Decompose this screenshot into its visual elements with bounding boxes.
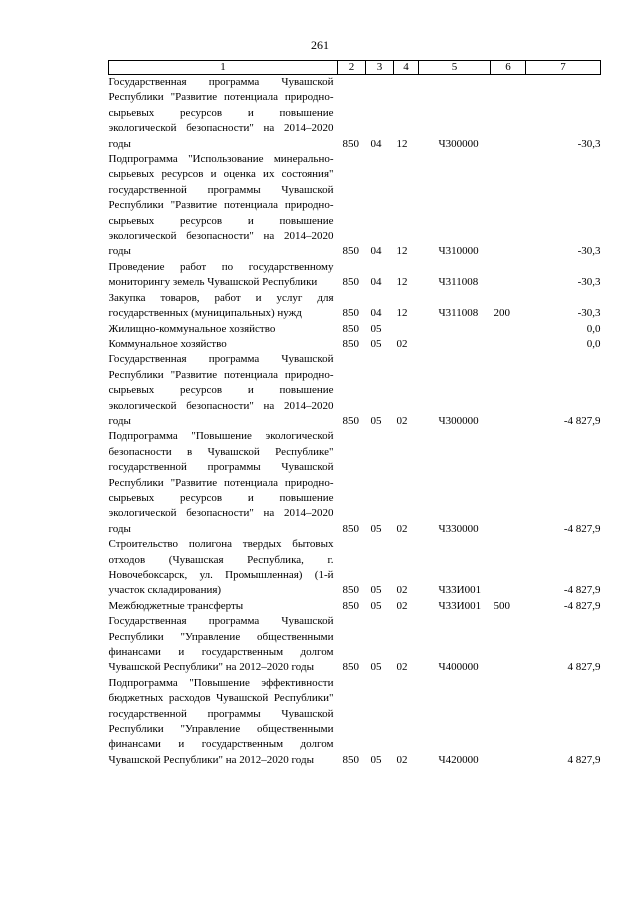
row-vr [491, 260, 526, 291]
header-col-7: 7 [526, 61, 601, 75]
row-cs: Ч310000 [438, 245, 479, 258]
row-pr [394, 322, 419, 337]
table-row [109, 322, 601, 337]
row-sum: -4 827,9 [563, 584, 601, 597]
row-name: Коммунальное хозяйство [108, 337, 227, 350]
row-rz: 05 [370, 414, 382, 427]
page-number: 261 [311, 38, 329, 52]
row-sum: -4 827,9 [563, 599, 601, 612]
row-vr [491, 537, 526, 599]
table-row [109, 352, 601, 429]
row-vr [491, 152, 526, 260]
row-gr: 850 [342, 599, 359, 612]
row-gr: 850 [342, 753, 359, 766]
row-rz: 04 [370, 276, 382, 289]
row-name: Закупка товаров, работ и услуг для государственных (муниципальных) нужд [108, 291, 334, 320]
row-sum: -4 827,9 [563, 414, 601, 427]
header-col-6: 6 [491, 61, 526, 75]
row-name: Межбюджетные трансферты [108, 599, 244, 612]
table-row [109, 337, 601, 352]
row-vr [491, 352, 526, 429]
row-gr: 850 [342, 337, 359, 350]
row-vr [491, 337, 526, 352]
row-gr: 850 [342, 245, 359, 258]
row-gr: 850 [342, 661, 359, 674]
row-pr: 02 [396, 753, 408, 766]
row-pr: 12 [396, 137, 408, 150]
table-row [109, 152, 601, 260]
row-pr: 02 [396, 584, 408, 597]
header-col-3: 3 [366, 61, 394, 75]
row-sum: -30,3 [577, 276, 601, 289]
row-vr: 200 [493, 307, 510, 320]
row-cs: Ч33И001 [438, 599, 482, 612]
row-sum: 4 827,9 [567, 753, 601, 766]
table-row [109, 599, 601, 614]
row-vr [491, 322, 526, 337]
row-sum: 0,0 [586, 322, 601, 335]
row-cs [419, 337, 491, 352]
table-row [109, 537, 601, 599]
row-cs: Ч311008 [438, 276, 479, 289]
header-row [109, 61, 601, 75]
row-cs [419, 322, 491, 337]
row-name: Государственная программа Чувашской Республики "Развитие потенциала природно-сырьевых ресурсов и повышение экологической безопасности" на 2014–2020 годы [108, 76, 334, 150]
row-sum: -30,3 [577, 307, 601, 320]
row-rz: 05 [370, 584, 382, 597]
row-sum: 0,0 [586, 337, 601, 350]
row-cs: Ч300000 [438, 137, 479, 150]
row-name: Государственная программа Чувашской Республики "Развитие потенциала природно-сырьевых ресурсов и повышение экологической безопасности" на 2014–2020 годы [108, 353, 334, 427]
row-pr: 02 [396, 599, 408, 612]
row-rz: 04 [370, 245, 382, 258]
row-cs: Ч420000 [438, 753, 479, 766]
table-row [109, 676, 601, 768]
header-col-4: 4 [394, 61, 419, 75]
row-cs: Ч400000 [438, 661, 479, 674]
row-sum: -30,3 [577, 245, 601, 258]
row-cs: Ч311008 [438, 307, 479, 320]
row-gr: 850 [342, 322, 359, 335]
row-rz: 05 [370, 337, 382, 350]
row-gr: 850 [342, 276, 359, 289]
row-pr: 12 [396, 245, 408, 258]
row-rz: 05 [370, 753, 382, 766]
row-rz: 04 [370, 137, 382, 150]
row-name: Проведение работ по государственному мониторингу земель Чувашской Республики [108, 260, 334, 289]
row-vr [491, 676, 526, 768]
row-vr [491, 429, 526, 537]
table-row [109, 614, 601, 676]
row-pr: 02 [396, 337, 408, 350]
row-name: Подпрограмма "Использование минерально-сырьевых ресурсов и оценка их состояния" государственной программы Чувашской Республики "Развитие потенциала природно-сырьевых ресурсов и повышение экологической безопасности" на 2014–2020 годы [108, 153, 334, 258]
table-row [109, 75, 601, 153]
header-col-2: 2 [338, 61, 366, 75]
table-row [109, 260, 601, 291]
row-pr: 02 [396, 661, 408, 674]
row-rz: 05 [370, 599, 382, 612]
row-cs: Ч330000 [438, 522, 479, 535]
budget-table [108, 60, 601, 768]
row-gr: 850 [342, 307, 359, 320]
row-sum: 4 827,9 [567, 661, 601, 674]
row-vr: 500 [493, 599, 510, 612]
row-name: Подпрограмма "Повышение эффективности бюджетных расходов Чувашской Республики" государственной программы Чувашской Республики "Управление общественными финансами и государственным долгом Чувашской Республики" на 2012–2020 годы [108, 676, 334, 766]
row-rz: 04 [370, 307, 382, 320]
row-pr: 12 [396, 276, 408, 289]
row-name: Государственная программа Чувашской Республики "Управление общественными финансами и государственным долгом Чувашской Республики" на 2012–2020 годы [108, 615, 334, 674]
header-col-1: 1 [109, 61, 338, 75]
header-col-5: 5 [419, 61, 491, 75]
table-row [109, 429, 601, 537]
row-vr [491, 75, 526, 153]
row-vr [491, 614, 526, 676]
row-pr: 12 [396, 307, 408, 320]
row-name: Жилищно-коммунальное хозяйство [108, 322, 276, 335]
table-row [109, 291, 601, 322]
row-pr: 02 [396, 522, 408, 535]
row-pr: 02 [396, 414, 408, 427]
row-cs: Ч33И001 [438, 584, 482, 597]
row-cs: Ч300000 [438, 414, 479, 427]
row-gr: 850 [342, 137, 359, 150]
row-sum: -30,3 [577, 137, 601, 150]
row-sum: -4 827,9 [563, 522, 601, 535]
row-rz: 05 [370, 322, 382, 335]
row-gr: 850 [342, 414, 359, 427]
row-name: Строительство полигона твердых бытовых отходов (Чувашская Республика, г. Новочебоксарск, ул. Промышленная) (1-й участок складирования) [108, 538, 334, 597]
row-gr: 850 [342, 522, 359, 535]
row-name: Подпрограмма "Повышение экологической безопасности в Чувашской Республике" государственной программы Чувашской Республики "Развитие потенциала природно-сырьевых ресурсов и повышение экологической безопасности" на 2014–2020 годы [108, 430, 334, 535]
row-rz: 05 [370, 661, 382, 674]
row-rz: 05 [370, 522, 382, 535]
row-gr: 850 [342, 584, 359, 597]
